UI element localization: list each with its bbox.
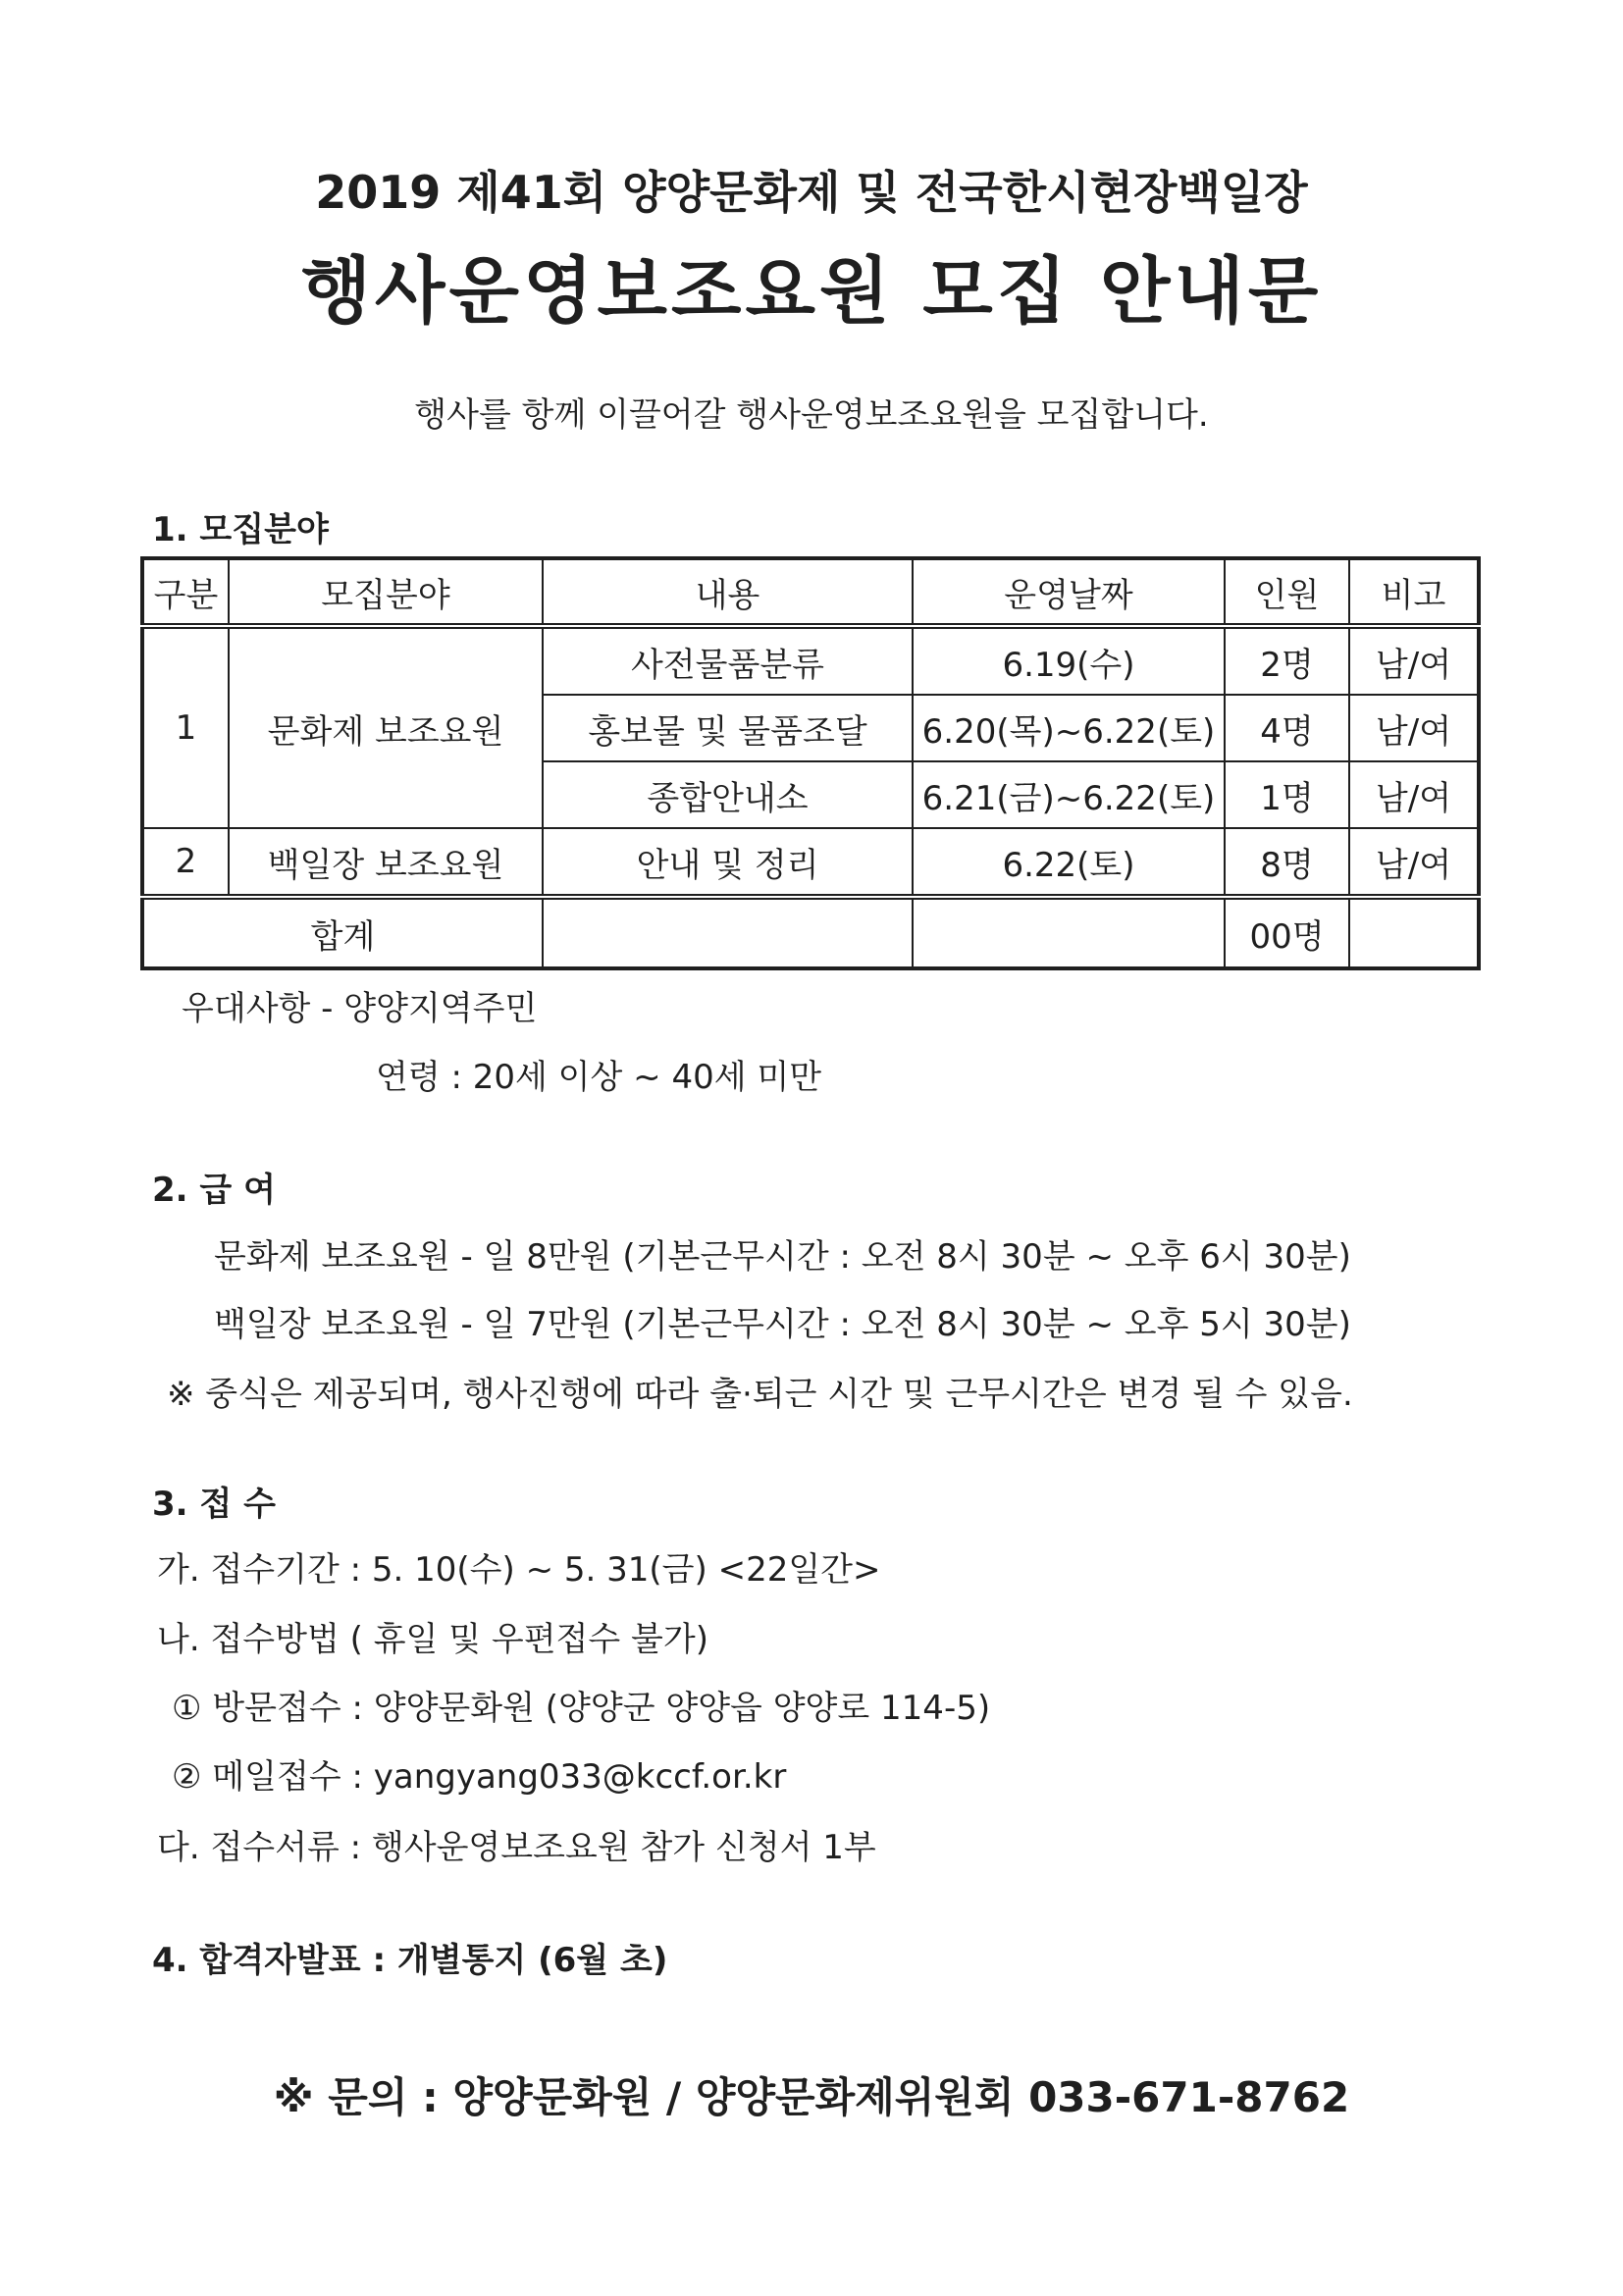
cell-field: 문화제 보조요원 — [229, 626, 543, 828]
recruitment-table — [140, 556, 1481, 970]
cell-total-note — [1349, 897, 1479, 968]
cell-count: 1명 — [1225, 761, 1349, 828]
header-date: 운영날짜 — [913, 558, 1225, 626]
header-content: 내용 — [543, 558, 913, 626]
contact-info: ※ 문의 : 양양문화원 / 양양문화제위원회 033-671-8762 — [273, 2073, 1350, 2121]
cell-count: 8명 — [1225, 828, 1349, 897]
cell-division: 2 — [142, 828, 229, 897]
email-application-text: ② 메일접수 : yangyang033@kccf.or.kr — [172, 1757, 787, 1797]
cell-content: 안내 및 정리 — [543, 828, 913, 897]
pay-note-text: ※ 중식은 제공되며, 행사진행에 따라 출·퇴근 시간 및 근무시간은 변경 될 수 있음. — [167, 1375, 1353, 1414]
cell-division: 1 — [142, 626, 229, 828]
cell-date: 6.22(토) — [913, 828, 1225, 897]
visit-application-text: ① 방문접수 : 양양문화원 (양양군 양양읍 양양로 114-5) — [172, 1689, 991, 1728]
preference-text: 우대사항 - 양양지역주민 — [182, 989, 538, 1028]
cell-date: 6.20(목)~6.22(토) — [913, 695, 1225, 761]
cell-content: 종합안내소 — [543, 761, 913, 828]
cell-note: 남/여 — [1349, 626, 1479, 695]
header-note: 비고 — [1349, 558, 1479, 626]
cell-total-content — [543, 897, 913, 968]
application-documents-text: 다. 접수서류 : 행사운영보조요원 참가 신청서 1부 — [157, 1828, 876, 1867]
section2-heading: 2. 급 여 — [152, 1171, 276, 1210]
application-method-text: 나. 접수방법 ( 휴일 및 우편접수 불가) — [157, 1620, 708, 1659]
cell-note: 남/여 — [1349, 695, 1479, 761]
cell-content: 홍보물 및 물품조달 — [543, 695, 913, 761]
cell-note: 남/여 — [1349, 761, 1479, 828]
pay-contest-text: 백일장 보조요원 - 일 7만원 (기본근무시간 : 오전 8시 30분 ~ 오후 5시 30분) — [214, 1305, 1351, 1344]
event-title: 2019 제41회 양양문화제 및 전국한시현장백일장 — [315, 166, 1308, 219]
section3-heading: 3. 접 수 — [152, 1485, 276, 1524]
cell-content: 사전물품분류 — [543, 626, 913, 695]
pay-festival-text: 문화제 보조요원 - 일 8만원 (기본근무시간 : 오전 8시 30분 ~ 오후 6시 30분) — [214, 1237, 1351, 1277]
cell-date: 6.19(수) — [913, 626, 1225, 695]
age-requirement-text: 연령 : 20세 이상 ~ 40세 미만 — [376, 1058, 822, 1097]
total-row — [142, 897, 1479, 968]
header-field: 모집분야 — [229, 558, 543, 626]
section1-heading: 1. 모집분야 — [152, 510, 329, 549]
table-row — [142, 828, 1479, 897]
notice-title: 행사운영보조요원 모집 안내문 — [300, 249, 1323, 334]
section4-heading: 4. 합격자발표 : 개별통지 (6월 초) — [152, 1941, 668, 1980]
cell-count: 2명 — [1225, 626, 1349, 695]
header-count: 인원 — [1225, 558, 1349, 626]
cell-total-count: 00명 — [1225, 897, 1349, 968]
cell-note: 남/여 — [1349, 828, 1479, 897]
header-division: 구분 — [142, 558, 229, 626]
application-period-text: 가. 접수기간 : 5. 10(수) ~ 5. 31(금) <22일간> — [157, 1550, 881, 1590]
intro-text: 행사를 항께 이끌어갈 행사운영보조요원을 모집합니다. — [414, 395, 1209, 435]
cell-field: 백일장 보조요원 — [229, 828, 543, 897]
cell-date: 6.21(금)~6.22(토) — [913, 761, 1225, 828]
table-header-row — [142, 558, 1479, 626]
table-row — [142, 626, 1479, 695]
cell-total-label: 합계 — [142, 897, 543, 968]
cell-total-date — [913, 897, 1225, 968]
cell-count: 4명 — [1225, 695, 1349, 761]
